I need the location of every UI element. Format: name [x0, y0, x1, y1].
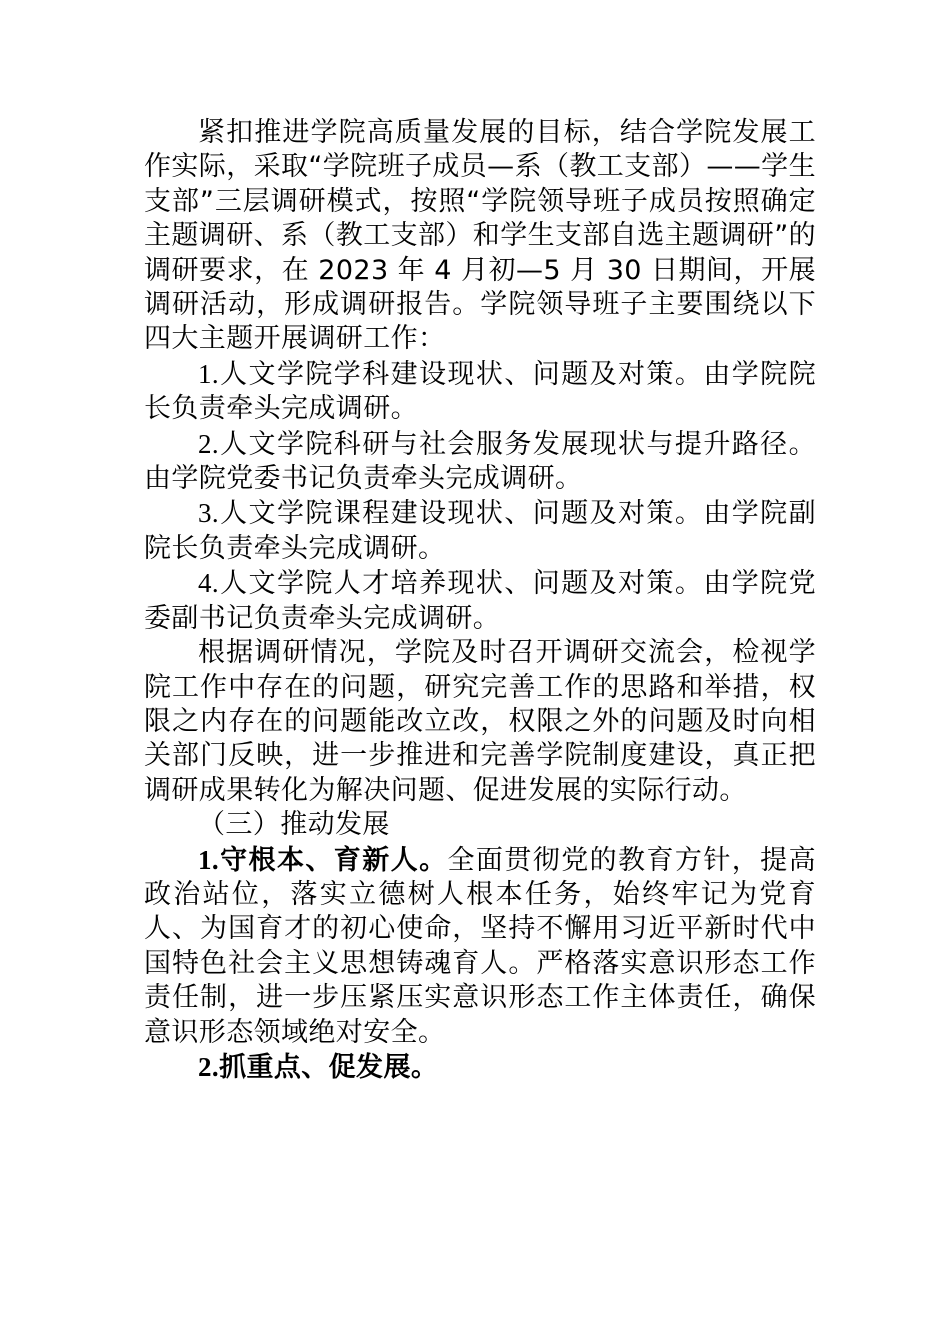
document-body [144, 116, 816, 1085]
section-heading: （三）推动发展 [198, 809, 390, 841]
point-number: 1. [198, 844, 220, 875]
topic-text: 人文学院人才培养现状、问题及对策。由学院党委副书记负责牵头完成调研。 [144, 568, 816, 634]
point-1-paragraph [144, 843, 816, 1050]
point-text: 全面贯彻党的教育方针，提高政治站位，落实立德树人根本任务，始终牢记为党育人、为国育才的初心使命，坚持不懈用习近平新时代中国特色社会主义思想铸魂育人。严格落实意识形态工作责任制，进一步压紧压实意识形态工作主体责任，确保意识形态领域绝对安全。 [144, 844, 817, 1048]
point-title: 抓重点、促发展。 [219, 1051, 439, 1083]
topic-number: 1. [198, 358, 220, 389]
topic-text: 人文学院课程建设现状、问题及对策。由学院副院长负责牵头完成调研。 [144, 498, 816, 564]
point-number: 2. [198, 1051, 220, 1082]
topic-item-3 [144, 496, 816, 566]
intro-paragraph: 紧扣推进学院高质量发展的目标，结合学院发展工作实际，采取“学院班子成员—系（教工支部）——学生支部”三层调研模式，按照“学院领导班子成员按照确定主题调研、系（教工支部）和学生支部自选主题调研”的调研要求，在 2023 年 4 月初—5 月 30 日期间，开展调研活动，形成调研报告。学院领导班子主要围绕以下四大主题开展调研工作： [144, 117, 816, 355]
topic-item-1 [144, 357, 816, 427]
topic-number: 3. [198, 498, 220, 529]
topic-number: 4. [198, 568, 220, 599]
topic-item-4 [144, 566, 816, 636]
topic-item-2 [144, 427, 816, 497]
topic-text: 人文学院科研与社会服务发展现状与提升路径。由学院党委书记负责牵头完成调研。 [144, 428, 816, 495]
followup-paragraph: 根据调研情况，学院及时召开调研交流会，检视学院工作中存在的问题，研究完善工作的思路和举措，权限之内存在的问题能改立改，权限之外的问题及时向相关部门反映，进一步推进和完善学院制度建设，真正把调研成果转化为解决问题、促进发展的实际行动。 [144, 637, 816, 806]
point-2-paragraph [144, 1050, 816, 1085]
point-title: 守根本、育新人。 [219, 844, 448, 876]
topic-number: 2. [198, 428, 220, 459]
topic-text: 人文学院学科建设现状、问题及对策。由学院院长负责牵头完成调研。 [144, 358, 816, 425]
